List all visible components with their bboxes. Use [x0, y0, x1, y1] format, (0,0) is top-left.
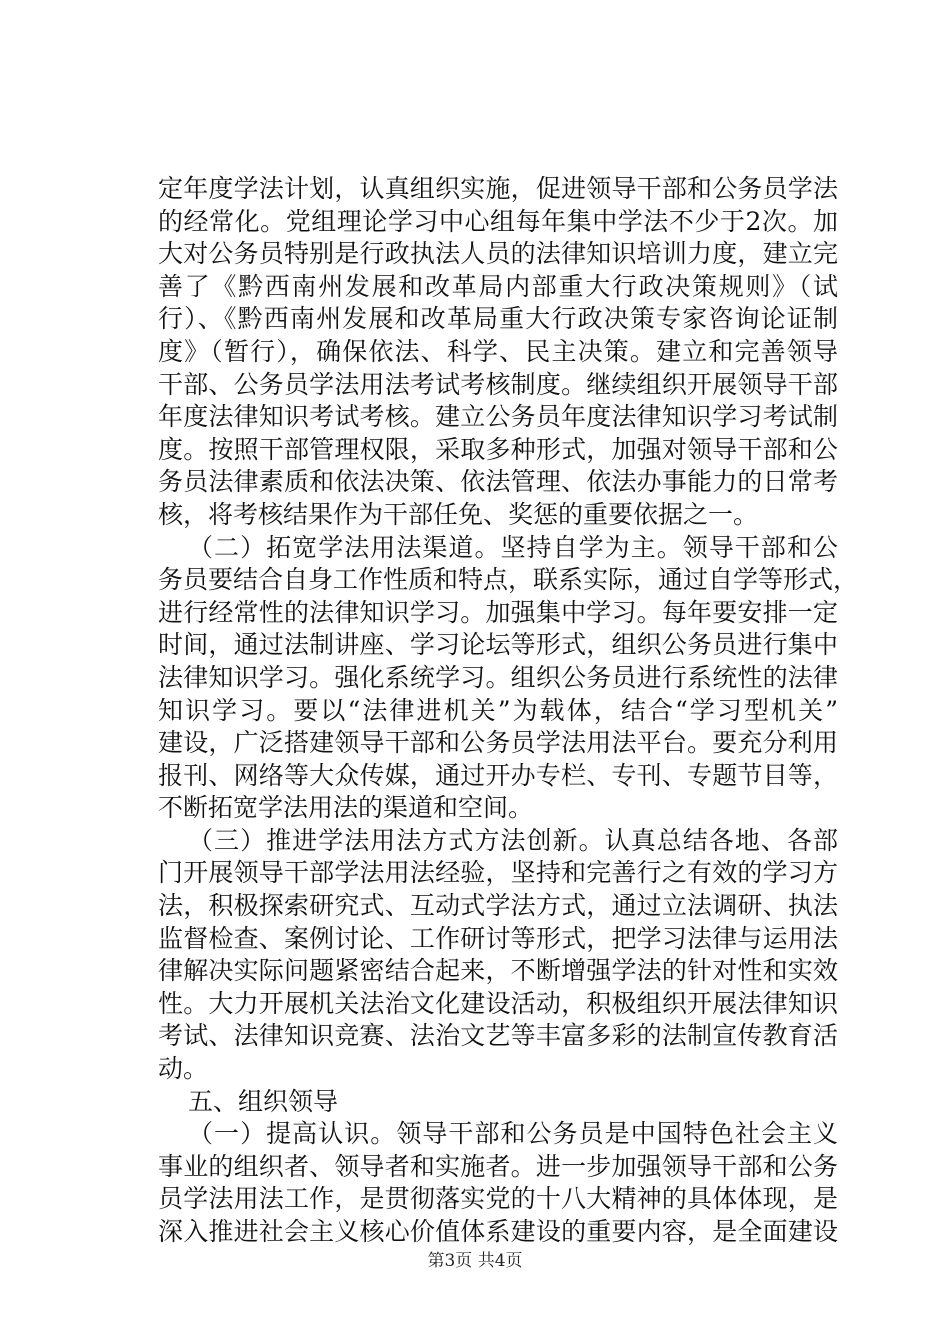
text-line: 律解决实际问题紧密结合起来，不断增强学法的针对性和实效 [158, 956, 838, 986]
text-line: 法，积极探索研究式、互动式学法方式，通过立法调研、执法 [158, 891, 838, 921]
document-body [158, 173, 859, 1249]
text-line: 时间，通过法制讲座、学习论坛等形式，组织公务员进行集中 [158, 630, 838, 660]
text-line: 性。大力开展机关法治文化建设活动，积极组织开展法律知识 [158, 988, 838, 1018]
text-line: 法律知识学习。强化系统学习。组织公务员进行系统性的法律 [158, 662, 838, 692]
text-line: 善了《黔西南州发展和改革局内部重大行政决策规则》（试 [158, 271, 838, 301]
text-line: 事业的组织者、领导者和实施者。进一步加强领导干部和公务 [158, 1151, 838, 1181]
text-line: 监督检查、案例讨论、工作研讨等形式，把学习法律与运用法 [158, 923, 838, 953]
text-line: 务员法律素质和依法决策、依法管理、依法办事能力的日常考 [158, 467, 838, 497]
text-line: 建设，广泛搭建领导干部和公务员学法用法平台。要充分利用 [158, 728, 838, 758]
text-line: 知识学习。要以“法律进机关”为载体，结合“学习型机关” [158, 695, 838, 725]
text-line: 深入推进社会主义核心价值体系建设的重要内容，是全面建设 [158, 1217, 838, 1246]
text-line: 定年度学法计划，认真组织实施，促进领导干部和公务员学法 [158, 174, 838, 203]
text-line: 务员要结合自身工作性质和特点，联系实际，通过自学等形式， [158, 565, 859, 595]
text-line: 动。 [158, 1054, 209, 1084]
text-line: 员学法用法工作，是贯彻落实党的十八大精神的具体体现，是 [158, 1184, 838, 1214]
text-line: 进行经常性的法律知识学习。加强集中学习。每年要安排一定 [158, 597, 838, 627]
text-line: 年度法律知识考试考核。建立公务员年度法律知识学习考试制 [158, 402, 838, 432]
page-footer: 第3页 共4页 [427, 1251, 523, 1271]
text-line: 五、组织领导 [188, 1086, 339, 1116]
text-line: 干部、公务员学法用法考试考核制度。继续组织开展领导干部 [158, 369, 838, 399]
text-line: 度》（暂行），确保依法、科学、民主决策。建立和完善领导 [158, 336, 838, 366]
text-line: 门开展领导干部学法用法经验，坚持和完善行之有效的学习方 [158, 858, 838, 888]
text-line: 报刊、网络等大众传媒，通过开办专栏、专刊、专题节目等， [158, 760, 838, 790]
text-line: 考试、法律知识竞赛、法治文艺等丰富多彩的法制宣传教育活 [158, 1021, 838, 1051]
text-line: 度。按照干部管理权限，采取多种形式，加强对领导干部和公 [158, 434, 838, 464]
text-line: 大对公务员特别是行政执法人员的法律知识培训力度，建立完 [158, 239, 838, 269]
text-line: 行）、《黔西南州发展和改革局重大行政决策专家咨询论证制 [158, 304, 838, 334]
text-line: （二）拓宽学法用法渠道。坚持自学为主。领导干部和公 [188, 532, 838, 562]
text-line: 核，将考核结果作为干部任免、奖惩的重要依据之一。 [158, 499, 759, 529]
text-line: 的经常化。党组理论学习中心组每年集中学法不少于2次。加 [158, 206, 838, 236]
text-line: （一）提高认识。领导干部和公务员是中国特色社会主义 [188, 1119, 838, 1149]
text-line: 不断拓宽学法用法的渠道和空间。 [158, 793, 534, 823]
text-line: （三）推进学法用法方式方法创新。认真总结各地、各部 [188, 825, 838, 855]
